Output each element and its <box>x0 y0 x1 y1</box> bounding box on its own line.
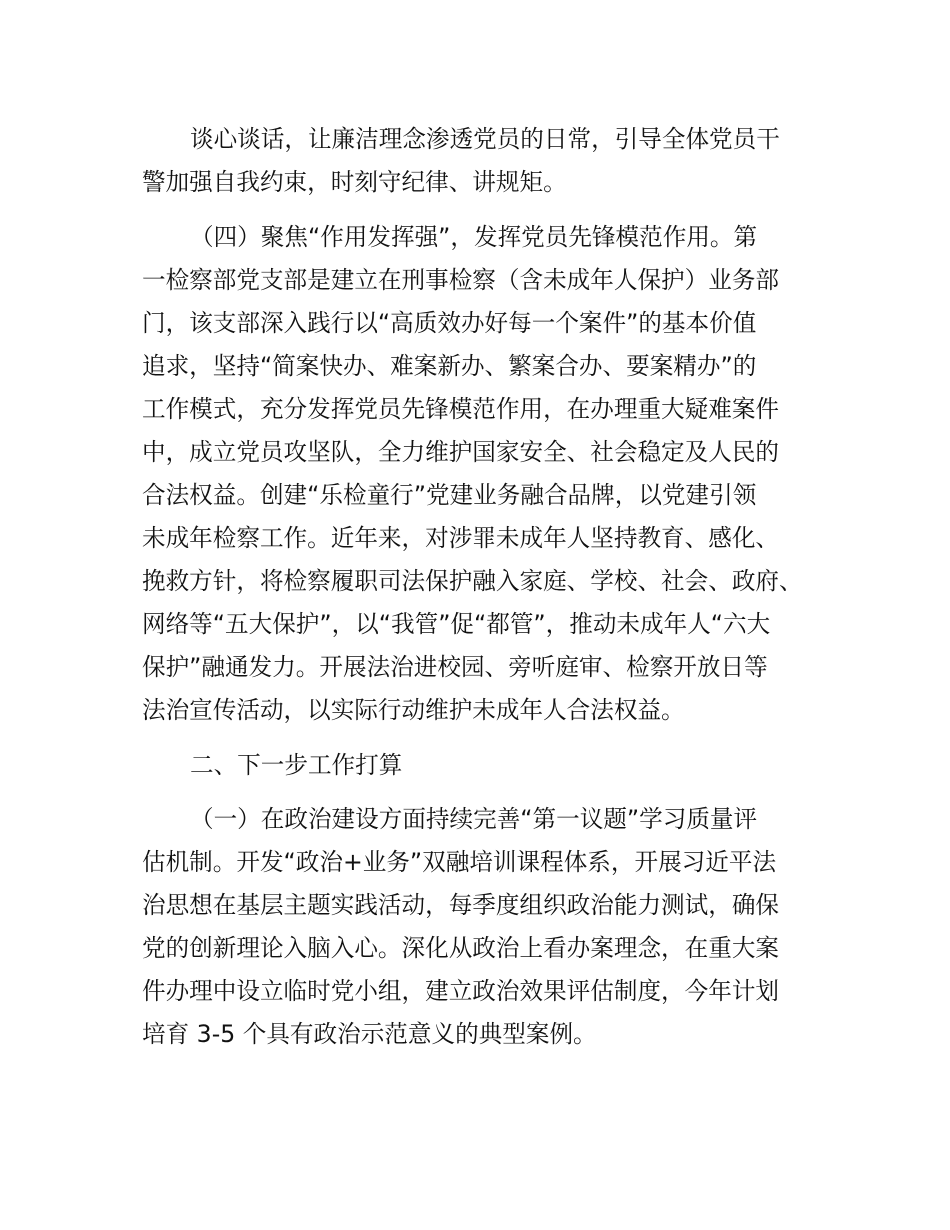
paragraph-line: 门，该支部深入践行以“高质效办好每一个案件”的基本价值 <box>142 309 757 337</box>
paragraph-line: 保护”融通发力。开展法治进校园、旁听庭审、检察开放日等 <box>142 653 768 681</box>
paragraph-line: 合法权益。创建“乐检童行”党建业务融合品牌，以党建引领 <box>142 481 757 509</box>
paragraph-line: 一检察部党支部是建立在刑事检察（含未成年人保护）业务部 <box>142 266 780 294</box>
paragraph-line: 谈心谈话，让廉洁理念渗透党员的日常，引导全体党员干 <box>190 125 780 153</box>
paragraph-line: 件办理中设立临时党小组，建立政治效果评估制度，今年计划 <box>142 977 780 1005</box>
paragraph-line: 警加强自我约束，时刻守纪律、讲规矩。 <box>142 168 567 196</box>
paragraph-line: 未成年检察工作。近年来，对涉罪未成年人坚持教育、感化、 <box>142 524 780 552</box>
paragraph-line: 治思想在基层主题实践活动，每季度组织政治能力测试，确保 <box>142 891 780 919</box>
paragraph-line: 估机制。开发“政治+业务”双融培训课程体系，开展习近平法 <box>142 848 777 876</box>
paragraph-line: 党的创新理论入脑入心。深化从政治上看办案理念，在重大案 <box>142 934 780 962</box>
paragraph-line: （四）聚焦“作用发挥强”，发挥党员先锋模范作用。第 <box>190 223 758 251</box>
paragraph-line: 法治宣传活动，以实际行动维护未成年人合法权益。 <box>142 696 685 724</box>
paragraph-line: 挽救方针，将检察履职司法保护融入家庭、学校、社会、政府、 <box>142 567 803 595</box>
paragraph-line: 追求，坚持“简案快办、难案新办、繁案合办、要案精办”的 <box>142 352 757 380</box>
section-heading: 二、下一步工作打算 <box>190 751 403 779</box>
paragraph-line: 中，成立党员攻坚队，全力维护国家安全、社会稳定及人民的 <box>142 438 780 466</box>
paragraph-line: 工作模式，充分发挥党员先锋模范作用，在办理重大疑难案件 <box>142 395 780 423</box>
paragraph-line: 网络等“五大保护”，以“我管”促“都管”，推动未成年人“六大 <box>142 610 771 638</box>
paragraph-line: 培育 3-5 个具有政治示范意义的典型案例。 <box>142 1020 597 1048</box>
paragraph-line: （一）在政治建设方面持续完善“第一议题”学习质量评 <box>190 805 758 833</box>
